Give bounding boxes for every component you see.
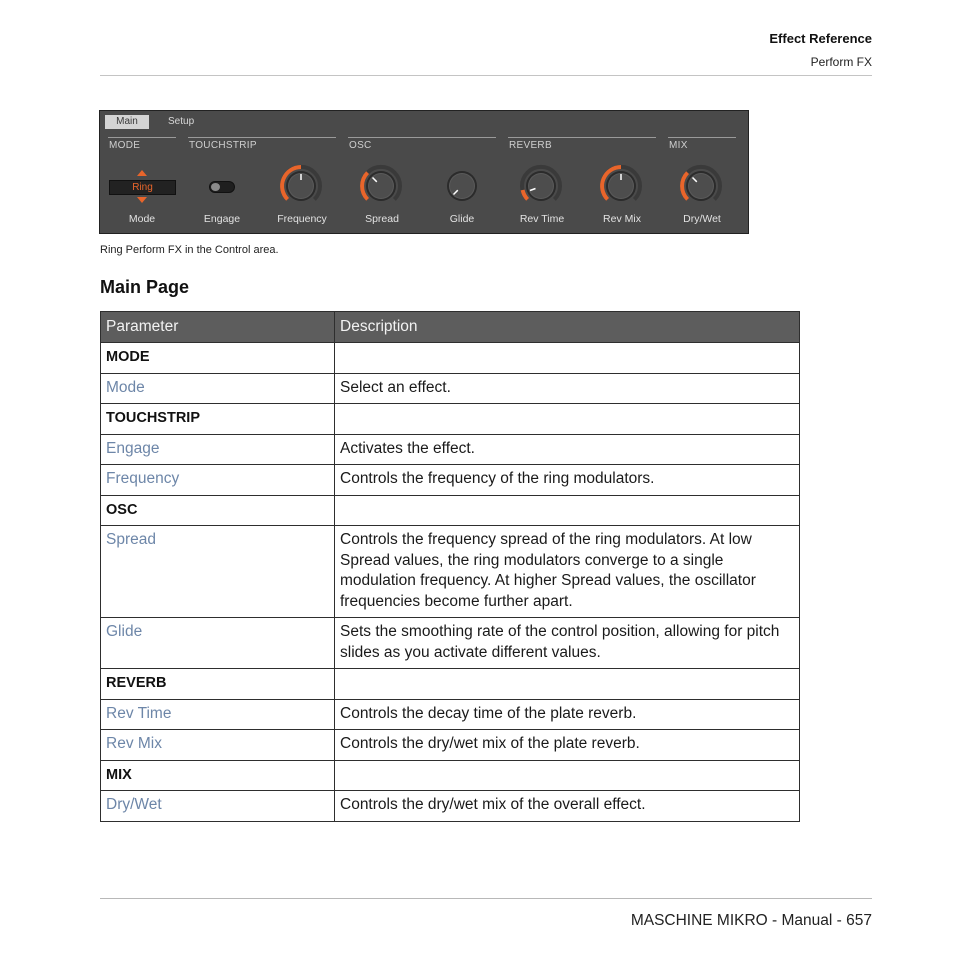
description-cell <box>335 404 800 435</box>
table-row <box>101 791 800 822</box>
control-panel <box>99 110 749 234</box>
footer-rule <box>100 898 872 899</box>
table-row <box>101 526 800 618</box>
description-cell: Activates the effect. <box>335 434 800 465</box>
toggle-knob-icon <box>211 183 220 191</box>
frequency-knob[interactable] <box>278 163 324 209</box>
table-group-row <box>101 404 800 435</box>
figure-caption: Ring Perform FX in the Control area. <box>100 244 279 256</box>
description-cell <box>335 495 800 526</box>
mode-up-arrow-icon[interactable] <box>137 170 147 176</box>
param-label-mode: Mode <box>128 213 156 225</box>
mode-down-arrow-icon[interactable] <box>137 197 147 203</box>
group-name-cell: REVERB <box>101 669 335 700</box>
description-cell: Controls the dry/wet mix of the plate reverb. <box>335 730 800 761</box>
section-line-osc <box>348 137 496 138</box>
group-name-cell: TOUCHSTRIP <box>101 404 335 435</box>
section-line-reverb <box>508 137 656 138</box>
glide-knob[interactable] <box>439 163 485 209</box>
description-cell: Controls the frequency of the ring modulators. <box>335 465 800 496</box>
table-row <box>101 434 800 465</box>
description-cell <box>335 343 800 374</box>
description-cell: Select an effect. <box>335 373 800 404</box>
section-line-mode <box>108 137 176 138</box>
parameter-name-cell[interactable]: Rev Time <box>101 699 335 730</box>
parameter-name-cell[interactable]: Spread <box>101 526 335 618</box>
parameter-name-cell[interactable]: Mode <box>101 373 335 404</box>
section-label-mix: MIX <box>669 140 688 151</box>
table-group-row <box>101 669 800 700</box>
description-cell <box>335 760 800 791</box>
table-group-row <box>101 343 800 374</box>
table-row <box>101 699 800 730</box>
section-label-mode: MODE <box>109 140 141 151</box>
parameter-name-cell[interactable]: Dry/Wet <box>101 791 335 822</box>
parameter-table <box>100 311 800 822</box>
engage-toggle[interactable] <box>209 181 235 193</box>
table-header-parameter: Parameter <box>101 312 335 343</box>
parameter-name-cell[interactable]: Glide <box>101 618 335 669</box>
table-row <box>101 373 800 404</box>
description-cell: Controls the dry/wet mix of the overall effect. <box>335 791 800 822</box>
section-label-reverb: REVERB <box>509 140 552 151</box>
description-cell: Sets the smoothing rate of the control position, allowing for pitch slides as you activate different values. <box>335 618 800 669</box>
group-name-cell: MIX <box>101 760 335 791</box>
parameter-name-cell[interactable]: Frequency <box>101 465 335 496</box>
parameter-name-cell[interactable]: Rev Mix <box>101 730 335 761</box>
description-cell: Controls the frequency spread of the ring modulators. At low Spread values, the ring modulators converge to a single modulation frequency. At higher Spread values, the oscillator frequencies become further apart. <box>335 526 800 618</box>
table-group-row <box>101 760 800 791</box>
table-row <box>101 465 800 496</box>
tab-setup[interactable]: Setup <box>168 116 195 127</box>
section-line-mix <box>668 137 736 138</box>
section-label-touchstrip: TOUCHSTRIP <box>189 140 257 151</box>
param-label-dry-wet: Dry/Wet <box>683 213 721 225</box>
table-row <box>101 730 800 761</box>
table-row <box>101 618 800 669</box>
description-cell: Controls the decay time of the plate reverb. <box>335 699 800 730</box>
param-label-spread: Spread <box>365 213 399 225</box>
table-header-description: Description <box>335 312 800 343</box>
param-label-rev-mix: Rev Mix <box>603 213 641 225</box>
rev-time-knob[interactable] <box>518 163 564 209</box>
footer-page-label: MASCHINE MIKRO - Manual - 657 <box>630 912 872 929</box>
section-line-touchstrip <box>188 137 336 138</box>
description-cell <box>335 669 800 700</box>
rev-mix-knob[interactable] <box>598 163 644 209</box>
table-body <box>101 343 800 822</box>
param-label-frequency: Frequency <box>277 213 327 225</box>
header-rule <box>100 75 872 76</box>
header-subsection-title: Perform FX <box>810 55 872 69</box>
spread-knob[interactable] <box>358 163 404 209</box>
tab-main[interactable]: Main <box>105 115 149 129</box>
param-label-glide: Glide <box>449 213 475 225</box>
param-label-engage: Engage <box>203 213 241 225</box>
dry-wet-knob[interactable] <box>678 163 724 209</box>
table-group-row <box>101 495 800 526</box>
param-label-rev-time: Rev Time <box>519 213 565 225</box>
section-label-osc: OSC <box>349 140 372 151</box>
group-name-cell: OSC <box>101 495 335 526</box>
mode-selector[interactable]: Ring <box>109 180 176 195</box>
parameter-name-cell[interactable]: Engage <box>101 434 335 465</box>
group-name-cell: MODE <box>101 343 335 374</box>
header-section-title: Effect Reference <box>769 31 872 46</box>
page-heading: Main Page <box>100 277 190 297</box>
